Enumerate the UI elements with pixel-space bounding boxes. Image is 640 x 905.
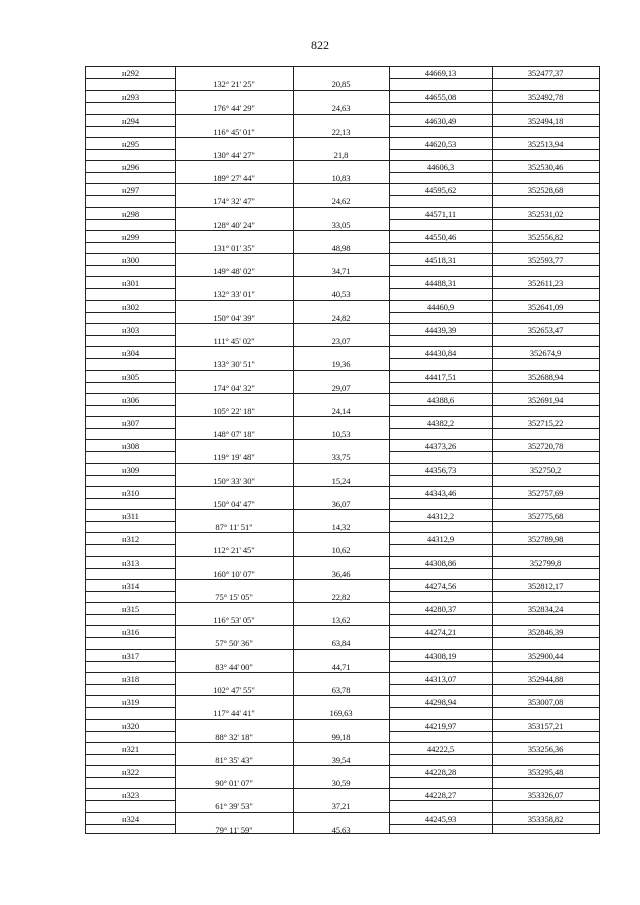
table-row bbox=[86, 579, 599, 603]
row-divider bbox=[389, 475, 599, 476]
point-name-cell: н319 bbox=[121, 697, 140, 708]
table-row bbox=[86, 253, 599, 277]
x-coordinate-cell: 44620,53 bbox=[424, 138, 457, 149]
direction-angle-cell: 102° 47' 55" bbox=[213, 685, 255, 696]
x-coordinate-cell: 44606,3 bbox=[426, 162, 455, 173]
distance-cell: 33,75 bbox=[331, 452, 351, 463]
row-divider bbox=[389, 265, 599, 266]
x-coordinate-cell: 44228,27 bbox=[424, 790, 457, 801]
direction-angle-cell: 87° 11' 51" bbox=[215, 522, 253, 533]
point-name-cell: н314 bbox=[121, 580, 140, 591]
row-divider bbox=[389, 405, 599, 406]
row-divider bbox=[389, 219, 599, 220]
row-divider bbox=[389, 637, 599, 638]
y-coordinate-cell: 352593,77 bbox=[527, 255, 564, 266]
row-divider bbox=[86, 312, 175, 313]
row-divider bbox=[389, 126, 599, 127]
page-number: 822 bbox=[311, 38, 329, 52]
table-row bbox=[86, 486, 599, 510]
table-row bbox=[86, 323, 599, 347]
direction-angle-cell: 117° 44' 41" bbox=[213, 708, 255, 719]
point-name-cell: н292 bbox=[121, 68, 140, 78]
y-coordinate-cell: 352611,23 bbox=[527, 278, 564, 289]
y-coordinate-cell: 353007,08 bbox=[527, 697, 564, 708]
row-divider bbox=[389, 754, 599, 755]
direction-angle-cell: 116° 53' 05" bbox=[213, 615, 255, 626]
direction-angle-cell: 81° 35' 43" bbox=[215, 754, 253, 765]
row-divider bbox=[389, 242, 599, 243]
y-coordinate-cell: 352653,47 bbox=[527, 324, 564, 335]
direction-angle-cell: 57° 50' 36" bbox=[215, 638, 253, 649]
direction-angle-cell: 90° 01' 07" bbox=[215, 778, 253, 789]
table-row bbox=[86, 207, 599, 231]
direction-angle-cell: 88° 32' 18" bbox=[215, 731, 253, 742]
y-coordinate-cell: 352775,68 bbox=[527, 511, 564, 522]
point-name-cell: н323 bbox=[121, 790, 140, 801]
row-divider bbox=[389, 358, 599, 359]
distance-cell: 24,62 bbox=[331, 196, 351, 207]
point-name-cell: н324 bbox=[121, 813, 140, 824]
y-coordinate-cell: 352789,98 bbox=[527, 534, 564, 545]
y-coordinate-cell: 352799,8 bbox=[529, 557, 562, 568]
x-coordinate-cell: 44655,08 bbox=[424, 92, 457, 103]
row-divider bbox=[389, 707, 599, 708]
direction-angle-cell: 131° 01' 35" bbox=[213, 242, 255, 253]
row-divider bbox=[389, 335, 599, 336]
x-coordinate-cell: 44595,62 bbox=[424, 185, 457, 196]
y-coordinate-cell: 353157,21 bbox=[527, 720, 564, 731]
direction-angle-cell: 189° 27' 44" bbox=[213, 173, 255, 184]
y-coordinate-cell: 352641,09 bbox=[527, 301, 564, 312]
point-name-cell: н310 bbox=[121, 487, 140, 498]
row-divider bbox=[389, 684, 599, 685]
distance-cell: 36,46 bbox=[331, 568, 351, 579]
table-row bbox=[86, 788, 599, 812]
distance-cell: 34,71 bbox=[331, 266, 351, 277]
x-coordinate-cell: 44308,86 bbox=[424, 557, 457, 568]
x-coordinate-cell: 44550,46 bbox=[424, 231, 457, 242]
distance-cell: 22,13 bbox=[331, 126, 351, 137]
y-coordinate-cell: 353326,07 bbox=[527, 790, 564, 801]
direction-angle-cell: 133° 30' 51" bbox=[213, 359, 255, 370]
y-coordinate-cell: 352556,82 bbox=[527, 231, 564, 242]
y-coordinate-cell: 352528,68 bbox=[527, 185, 564, 196]
y-coordinate-cell: 352530,46 bbox=[527, 162, 564, 173]
distance-cell: 24,82 bbox=[331, 312, 351, 323]
row-divider bbox=[389, 591, 599, 592]
direction-angle-cell: 130° 44' 27" bbox=[213, 149, 255, 160]
y-coordinate-cell: 352691,94 bbox=[527, 394, 564, 405]
table-row bbox=[86, 276, 599, 300]
table-row bbox=[86, 393, 599, 417]
x-coordinate-cell: 44460,9 bbox=[426, 301, 455, 312]
row-divider bbox=[389, 428, 599, 429]
table-row bbox=[86, 416, 599, 440]
row-divider bbox=[86, 242, 175, 243]
direction-angle-cell: 119° 19' 48" bbox=[213, 452, 255, 463]
distance-cell: 44,71 bbox=[331, 661, 351, 672]
direction-angle-cell: 83° 44' 00" bbox=[215, 661, 253, 672]
y-coordinate-cell: 352477,37 bbox=[527, 68, 564, 78]
x-coordinate-cell: 44439,39 bbox=[424, 324, 457, 335]
point-name-cell: н308 bbox=[121, 441, 140, 452]
y-coordinate-cell: 352750,2 bbox=[529, 464, 562, 475]
row-divider bbox=[86, 335, 175, 336]
x-coordinate-cell: 44518,31 bbox=[424, 255, 457, 266]
point-name-cell: н300 bbox=[121, 255, 140, 266]
distance-cell: 36,07 bbox=[331, 498, 351, 509]
row-divider bbox=[86, 824, 175, 825]
row-divider bbox=[86, 358, 175, 359]
distance-cell: 19,36 bbox=[331, 359, 351, 370]
row-divider bbox=[86, 544, 175, 545]
point-name-cell: н306 bbox=[121, 394, 140, 405]
row-divider bbox=[389, 382, 599, 383]
direction-angle-cell: 150° 33' 30" bbox=[213, 475, 255, 486]
row-divider bbox=[389, 731, 599, 732]
row-divider bbox=[86, 731, 175, 732]
point-name-cell: н301 bbox=[121, 278, 140, 289]
x-coordinate-cell: 44312,9 bbox=[426, 534, 455, 545]
y-coordinate-cell: 352492,78 bbox=[527, 92, 564, 103]
row-divider bbox=[86, 707, 175, 708]
table-row bbox=[86, 509, 599, 533]
row-divider bbox=[86, 777, 175, 778]
x-coordinate-cell: 44219,97 bbox=[424, 720, 457, 731]
row-divider bbox=[389, 195, 599, 196]
row-divider bbox=[389, 824, 599, 825]
y-coordinate-cell: 352944,88 bbox=[527, 674, 564, 685]
distance-cell: 24,63 bbox=[331, 103, 351, 114]
y-coordinate-cell: 352846,39 bbox=[527, 627, 564, 638]
row-divider bbox=[86, 149, 175, 150]
distance-cell: 37,21 bbox=[331, 801, 351, 812]
direction-angle-cell: 132° 21' 25" bbox=[213, 79, 255, 89]
table-row bbox=[86, 160, 599, 184]
distance-cell: 39,54 bbox=[331, 754, 351, 765]
x-coordinate-cell: 44382,2 bbox=[426, 418, 455, 429]
distance-cell: 10,62 bbox=[331, 545, 351, 556]
point-name-cell: н294 bbox=[121, 115, 140, 126]
direction-angle-cell: 79° 11' 59" bbox=[215, 824, 253, 835]
y-coordinate-cell: 352757,69 bbox=[527, 487, 564, 498]
row-divider bbox=[86, 195, 175, 196]
row-divider bbox=[86, 126, 175, 127]
distance-cell: 45,63 bbox=[331, 824, 351, 835]
y-coordinate-cell: 352715,22 bbox=[527, 418, 564, 429]
row-divider bbox=[86, 661, 175, 662]
x-coordinate-cell: 44669,13 bbox=[424, 68, 457, 78]
point-name-cell: н295 bbox=[121, 138, 140, 149]
row-divider bbox=[86, 78, 175, 79]
direction-angle-cell: 111° 45' 02" bbox=[213, 335, 255, 346]
y-coordinate-cell: 352812,17 bbox=[527, 580, 564, 591]
direction-angle-cell: 150° 04' 47" bbox=[213, 498, 255, 509]
y-coordinate-cell: 352834,24 bbox=[527, 604, 564, 615]
distance-cell: 15,24 bbox=[331, 475, 351, 486]
y-coordinate-cell: 352720,78 bbox=[527, 441, 564, 452]
row-divider bbox=[86, 800, 175, 801]
x-coordinate-cell: 44312,2 bbox=[426, 511, 455, 522]
x-coordinate-cell: 44274,56 bbox=[424, 580, 457, 591]
point-name-cell: н309 bbox=[121, 464, 140, 475]
table-row bbox=[86, 230, 599, 254]
row-divider bbox=[86, 172, 175, 173]
direction-angle-cell: 174° 04' 32" bbox=[213, 382, 255, 393]
row-divider bbox=[389, 800, 599, 801]
distance-cell: 40,53 bbox=[331, 289, 351, 300]
coordinates-table bbox=[85, 66, 600, 834]
row-divider bbox=[389, 451, 599, 452]
direction-angle-cell: 116° 45' 01" bbox=[213, 126, 255, 137]
distance-cell: 14,32 bbox=[331, 522, 351, 533]
point-name-cell: н293 bbox=[121, 92, 140, 103]
x-coordinate-cell: 44430,84 bbox=[424, 348, 457, 359]
point-name-cell: н320 bbox=[121, 720, 140, 731]
y-coordinate-cell: 352513,94 bbox=[527, 138, 564, 149]
direction-angle-cell: 148° 07' 18" bbox=[213, 429, 255, 440]
distance-cell: 23,07 bbox=[331, 335, 351, 346]
direction-angle-cell: 176° 44' 29" bbox=[213, 103, 255, 114]
x-coordinate-cell: 44343,46 bbox=[424, 487, 457, 498]
table-row bbox=[86, 672, 599, 696]
x-coordinate-cell: 44308,19 bbox=[424, 650, 457, 661]
direction-angle-cell: 112° 21' 45" bbox=[213, 545, 255, 556]
table-row bbox=[86, 90, 599, 114]
point-name-cell: н307 bbox=[121, 418, 140, 429]
x-coordinate-cell: 44373,26 bbox=[424, 441, 457, 452]
direction-angle-cell: 75° 15' 05" bbox=[215, 591, 253, 602]
row-divider bbox=[389, 568, 599, 569]
distance-cell: 13,62 bbox=[331, 615, 351, 626]
row-divider bbox=[389, 614, 599, 615]
row-divider bbox=[86, 219, 175, 220]
table-row bbox=[86, 370, 599, 394]
row-divider bbox=[389, 498, 599, 499]
distance-cell: 30,59 bbox=[331, 778, 351, 789]
row-divider bbox=[389, 521, 599, 522]
direction-angle-cell: 105° 22' 18" bbox=[213, 405, 255, 416]
table-row bbox=[86, 183, 599, 207]
table-row bbox=[86, 625, 599, 649]
y-coordinate-cell: 353358,82 bbox=[527, 813, 564, 824]
table-row bbox=[86, 346, 599, 370]
distance-cell: 10,53 bbox=[331, 429, 351, 440]
table-row bbox=[86, 556, 599, 580]
point-name-cell: н318 bbox=[121, 674, 140, 685]
point-name-cell: н298 bbox=[121, 208, 140, 219]
row-divider bbox=[86, 428, 175, 429]
x-coordinate-cell: 44630,49 bbox=[424, 115, 457, 126]
distance-cell: 33,05 bbox=[331, 219, 351, 230]
point-name-cell: н315 bbox=[121, 604, 140, 615]
distance-cell: 24,14 bbox=[331, 405, 351, 416]
row-divider bbox=[86, 568, 175, 569]
point-name-cell: н296 bbox=[121, 162, 140, 173]
table-row bbox=[86, 114, 599, 138]
row-divider bbox=[389, 78, 599, 79]
row-divider bbox=[389, 544, 599, 545]
distance-cell: 63,78 bbox=[331, 685, 351, 696]
table-row bbox=[86, 137, 599, 161]
row-divider bbox=[86, 475, 175, 476]
point-name-cell: н313 bbox=[121, 557, 140, 568]
x-coordinate-cell: 44388,6 bbox=[426, 394, 455, 405]
point-name-cell: н317 bbox=[121, 650, 140, 661]
table-row bbox=[86, 439, 599, 463]
point-name-cell: н302 bbox=[121, 301, 140, 312]
row-divider bbox=[86, 498, 175, 499]
direction-angle-cell: 149° 48' 02" bbox=[213, 266, 255, 277]
y-coordinate-cell: 352688,94 bbox=[527, 371, 564, 382]
x-coordinate-cell: 44228,28 bbox=[424, 767, 457, 778]
row-divider bbox=[86, 684, 175, 685]
table-row bbox=[86, 719, 599, 743]
table-row bbox=[86, 812, 599, 836]
table-row bbox=[86, 463, 599, 487]
row-divider bbox=[86, 614, 175, 615]
point-name-cell: н303 bbox=[121, 324, 140, 335]
table-row bbox=[86, 742, 599, 766]
distance-cell: 10,83 bbox=[331, 173, 351, 184]
table-row bbox=[86, 67, 599, 90]
row-divider bbox=[389, 777, 599, 778]
table-row bbox=[86, 532, 599, 556]
x-coordinate-cell: 44313,07 bbox=[424, 674, 457, 685]
row-divider bbox=[86, 754, 175, 755]
point-name-cell: н299 bbox=[121, 231, 140, 242]
point-name-cell: н305 bbox=[121, 371, 140, 382]
direction-angle-cell: 61° 39' 53" bbox=[215, 801, 253, 812]
row-divider bbox=[86, 288, 175, 289]
table-row bbox=[86, 602, 599, 626]
point-name-cell: н321 bbox=[121, 743, 140, 754]
distance-cell: 29,07 bbox=[331, 382, 351, 393]
x-coordinate-cell: 44488,31 bbox=[424, 278, 457, 289]
distance-cell: 22,82 bbox=[331, 591, 351, 602]
x-coordinate-cell: 44417,51 bbox=[424, 371, 457, 382]
x-coordinate-cell: 44571,11 bbox=[424, 208, 457, 219]
table-row bbox=[86, 649, 599, 673]
x-coordinate-cell: 44280,37 bbox=[424, 604, 457, 615]
row-divider bbox=[389, 288, 599, 289]
x-coordinate-cell: 44245,93 bbox=[424, 813, 457, 824]
row-divider bbox=[389, 149, 599, 150]
point-name-cell: н322 bbox=[121, 767, 140, 778]
y-coordinate-cell: 352494,18 bbox=[527, 115, 564, 126]
y-coordinate-cell: 353256,36 bbox=[527, 743, 564, 754]
x-coordinate-cell: 44356,73 bbox=[424, 464, 457, 475]
x-coordinate-cell: 44274,21 bbox=[424, 627, 457, 638]
distance-cell: 169,63 bbox=[329, 708, 353, 719]
distance-cell: 99,18 bbox=[331, 731, 351, 742]
row-divider bbox=[86, 382, 175, 383]
y-coordinate-cell: 353295,48 bbox=[527, 767, 564, 778]
point-name-cell: н304 bbox=[121, 348, 140, 359]
distance-cell: 21,8 bbox=[333, 149, 349, 160]
row-divider bbox=[86, 591, 175, 592]
distance-cell: 20,85 bbox=[331, 79, 351, 89]
direction-angle-cell: 160° 10' 07" bbox=[213, 568, 255, 579]
table-row bbox=[86, 695, 599, 719]
row-divider bbox=[86, 265, 175, 266]
row-divider bbox=[86, 102, 175, 103]
distance-cell: 63,84 bbox=[331, 638, 351, 649]
x-coordinate-cell: 44298,94 bbox=[424, 697, 457, 708]
y-coordinate-cell: 352900,44 bbox=[527, 650, 564, 661]
direction-angle-cell: 174° 32' 47" bbox=[213, 196, 255, 207]
row-divider bbox=[389, 661, 599, 662]
table-row bbox=[86, 300, 599, 324]
row-divider bbox=[86, 405, 175, 406]
row-divider bbox=[86, 451, 175, 452]
x-coordinate-cell: 44222,5 bbox=[426, 743, 455, 754]
row-divider bbox=[86, 521, 175, 522]
y-coordinate-cell: 352674,9 bbox=[529, 348, 562, 359]
direction-angle-cell: 150° 04' 39" bbox=[213, 312, 255, 323]
row-divider bbox=[389, 102, 599, 103]
direction-angle-cell: 128° 40' 24" bbox=[213, 219, 255, 230]
table-row bbox=[86, 765, 599, 789]
row-divider bbox=[389, 172, 599, 173]
point-name-cell: н312 bbox=[121, 534, 140, 545]
row-divider bbox=[86, 637, 175, 638]
y-coordinate-cell: 352531,02 bbox=[527, 208, 564, 219]
point-name-cell: н316 bbox=[121, 627, 140, 638]
point-name-cell: н311 bbox=[122, 511, 139, 522]
point-name-cell: н297 bbox=[121, 185, 140, 196]
row-divider bbox=[389, 312, 599, 313]
distance-cell: 48,98 bbox=[331, 242, 351, 253]
direction-angle-cell: 132° 33' 01" bbox=[213, 289, 255, 300]
